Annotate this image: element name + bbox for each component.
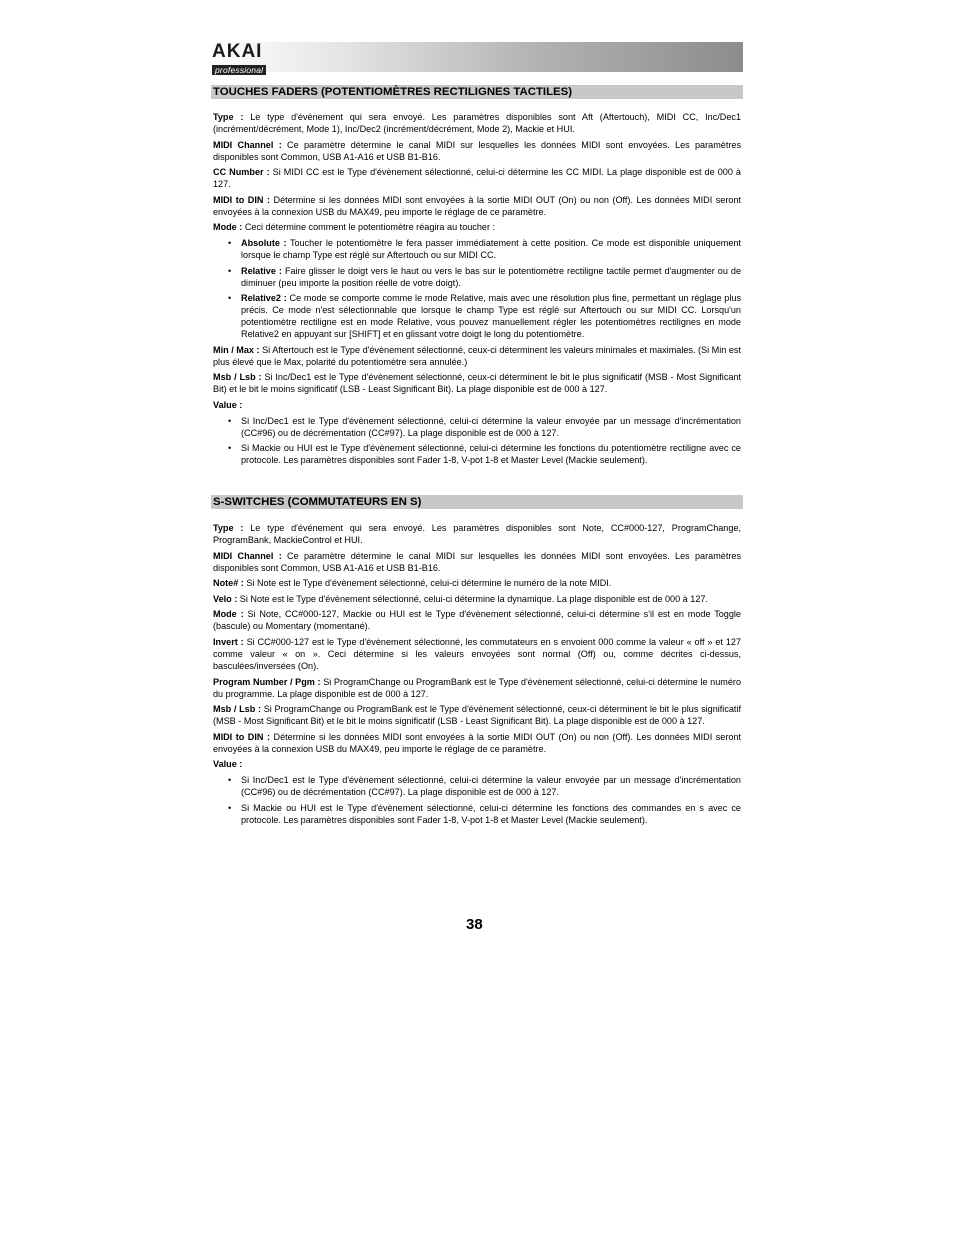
bullet-icon: • — [228, 443, 232, 454]
term-text: Faire glisser le doigt vers le haut ou vers le bas sur le potentiomètre rectiligne tactile permet d'augmenter ou de diminuer (peu importe la position réelle de votre doigt). — [241, 265, 742, 288]
term-label: Msb / Lsb : — [213, 372, 262, 383]
term-text: Si ProgramChange ou ProgramBank est le Type d'évènement sélectionné, celui-ci détermine le numéro du programme. La plage disponible est de 000 à 127. — [213, 676, 742, 699]
term-label: Value : — [213, 399, 243, 410]
term-label: Mode : — [213, 609, 244, 620]
paragraph-note — [213, 577, 741, 589]
paragraph-msb-lsb — [213, 371, 741, 395]
term-label: Msb / Lsb : — [213, 704, 262, 715]
page-number: 38 — [466, 916, 483, 933]
term-text: Si Note, CC#000-127, Mackie ou HUI est le Type d'évènement sélectionné, celui-ci détermine s'il est en mode Toggle (bascule) ou Momentary (momentané). — [213, 609, 741, 632]
paragraph-value — [213, 758, 741, 770]
term-text: Ce paramètre détermine le canal MIDI sur lesquelles les données MIDI sont envoyées. Les paramètres disponibles sont Common, USB A1-A16 et USB B1-B16. — [213, 550, 741, 573]
paragraph-program-number — [213, 676, 741, 700]
term-text: Détermine si les données MIDI sont envoyées à la sortie MIDI OUT (On) ou non (Off). Les données MIDI seront envoyées à la connexion USB du MAX49, peu importe le réglage de ce paramètre. — [213, 194, 741, 217]
term-label: MIDI Channel : — [213, 550, 282, 561]
paragraph-mode — [213, 608, 741, 632]
section-body-touch-faders — [213, 111, 741, 470]
term-label: Velo : — [213, 593, 238, 604]
list-item — [213, 802, 741, 826]
term-text: Si MIDI CC est le Type d'évènement sélectionné, celui-ci détermine les CC MIDI. La plage disponible est de 000 à 127. — [213, 167, 741, 190]
term-text: Si ProgramChange ou ProgramBank est le Type d'évènement sélectionné, ceux-ci déterminent le bit le plus significatif (MSB - Most Significant Bit) et le bit le moins significatif (LSB - Least Significant Bit). La plage disponible est de 000 à 127. — [213, 704, 741, 727]
section-heading-s-switches — [211, 495, 743, 509]
term-label: Relative2 : — [241, 293, 287, 304]
paragraph-cc-number — [213, 166, 741, 190]
term-text: Si Inc/Dec1 est le Type d'évènement sélectionné, ceux-ci déterminent le bit le plus significatif (MSB - Most Significant Bit) et le bit le moins significatif (LSB - Least Significant Bit). La plage disponible est de 000 à 127. — [213, 372, 742, 395]
paragraph-invert — [213, 636, 741, 672]
list-item — [213, 292, 741, 340]
paragraph-velo — [213, 593, 741, 605]
term-text: Le type d'événement qui sera envoyé. Les paramètres disponibles sont Aft (Aftertouch), MIDI CC, Inc/Dec1 (incrément/décrément, Mode 1), Inc/Dec2 (incrément/décrément, Mode 2), Mackie et HUI. — [213, 112, 742, 134]
term-label: Absolute : — [241, 237, 287, 248]
term-label: Note# : — [213, 578, 244, 589]
bullet-icon: • — [228, 415, 232, 426]
term-label: Mode : — [213, 222, 243, 233]
bullet-icon: • — [228, 237, 232, 248]
paragraph-midi-to-din — [213, 194, 741, 218]
term-label: MIDI to DIN : — [213, 731, 270, 742]
list-item — [213, 265, 741, 289]
term-text: Toucher le potentiomètre le fera passer immédiatement à cette position. Ce mode est disponible uniquement lorsque le champ Type est réglé sur Aftertouch ou sur MIDI CC. — [241, 237, 741, 260]
term-text: Si Mackie ou HUI est le Type d'évènement sélectionné, celui-ci détermine les fonctions du potentiomètre rectiligne avec ce protocole. Les paramètres disponibles sont Fader 1-8, V-pot 1-8 et Master Level (Mackie seulement). — [241, 443, 741, 466]
term-text: Ce paramètre détermine le canal MIDI sur lesquelles les données MIDI sont envoyées. Les paramètres disponibles sont Common, USB A1-A16 et USB B1-B16. — [213, 139, 741, 162]
term-text: Si Aftertouch est le Type d'évènement sélectionné, ceux-ci déterminent les valeurs minimales et maximales. (Si Min est plus élevé que le Max, polarité du potentiomètre sera annulée.) — [213, 344, 742, 367]
paragraph-midi-channel — [213, 550, 741, 574]
term-text: Ceci détermine comment le potentiomètre réagira au toucher : — [244, 222, 496, 233]
akai-professional-logo — [212, 41, 284, 75]
paragraph-midi-channel — [213, 139, 741, 163]
term-label: CC Number : — [213, 167, 270, 178]
term-label: Relative : — [241, 265, 282, 276]
term-text: Si Note est le Type d'évènement sélectionné, celui-ci détermine le numéro de la note MIDI. — [246, 578, 612, 589]
bullet-icon: • — [228, 774, 232, 785]
paragraph-type — [213, 522, 741, 546]
list-item — [213, 237, 741, 261]
logo-main-text: AKAI — [212, 41, 263, 62]
section-body-s-switches — [213, 522, 741, 829]
term-text: Si Inc/Dec1 est le Type d'évènement sélectionné, celui-ci détermine la valeur envoyée par un message d'incrémentation (CC#96) ou de décrémentation (CC#97). La plage disponible est de 000 à 127. — [241, 774, 741, 797]
term-text: Si Note est le Type d'évènement sélectionné, celui-ci détermine la dynamique. La plage disponible est de 000 à 127. — [239, 593, 708, 604]
paragraph-msb-lsb — [213, 703, 741, 727]
term-label: MIDI to DIN : — [213, 194, 270, 205]
logo-sub-text: professional — [212, 65, 266, 75]
paragraph-min-max — [213, 344, 741, 368]
paragraph-type — [213, 111, 741, 135]
term-text: Ce mode se comporte comme le mode Relative, mais avec une résolution plus fine, permettant un réglage plus précis. Ce mode n'est sélectionnable que lorsque le champ Type est réglé sur Aftertouch ou sur MIDI CC. Lorsqu'un potentiomètre rectiligne est en mode Relative, vous pouvez manuellement régler les potentiomètres rectilignes en mode Relative2 en appuyant sur [SHIFT] et en glissant votre doigt le long du potentiomètre. — [241, 293, 741, 340]
paragraph-midi-to-din — [213, 731, 741, 755]
term-label: MIDI Channel : — [213, 139, 282, 150]
bullet-icon: • — [228, 802, 232, 813]
paragraph-value — [213, 399, 741, 411]
section-heading-touch-faders — [211, 85, 743, 99]
section-title: TOUCHES FADERS (POTENTIOMÈTRES RECTILIGNES TACTILES) — [213, 86, 573, 98]
list-item — [213, 442, 741, 466]
term-label: Value : — [213, 759, 243, 770]
term-label: Program Number / Pgm : — [213, 676, 321, 687]
list-item — [213, 774, 741, 798]
mode-list — [213, 237, 741, 340]
bullet-icon: • — [228, 293, 232, 304]
term-text: Détermine si les données MIDI sont envoyées à la sortie MIDI OUT (On) ou non (Off). Les données MIDI seront envoyées à la connexion USB du MAX49, peu importe le réglage de ce paramètre. — [213, 731, 741, 754]
list-item — [213, 415, 741, 439]
paragraph-mode — [213, 221, 741, 233]
term-text: Si CC#000-127 est le Type d'évènement sélectionné, les commutateurs en s envoient 000 comme la valeur « off » et 127 comme valeur « on ». Ceci détermine si les valeurs envoyées sont normal (Off) ou, comme décrites ci-dessus, basculées/inversées (On). — [213, 636, 741, 671]
term-label: Min / Max : — [213, 344, 260, 355]
term-label: Type : — [213, 112, 244, 122]
header-bar — [211, 41, 743, 75]
bullet-icon: • — [228, 265, 232, 276]
term-label: Invert : — [213, 636, 244, 647]
section-title: S-SWITCHES (COMMUTATEURS EN S) — [213, 496, 422, 508]
value-list — [213, 415, 741, 467]
value-list — [213, 774, 741, 826]
term-text: Le type d'événement qui sera envoyé. Les paramètres disponibles sont Note, CC#000-127, ProgramChange, ProgramBank, MackieControl et HUI. — [213, 523, 742, 545]
term-text: Si Inc/Dec1 est le Type d'évènement sélectionné, celui-ci détermine la valeur envoyée par un message d'incrémentation (CC#96) ou de décrémentation (CC#97). La plage disponible est de 000 à 127. — [241, 415, 741, 438]
term-label: Type : — [213, 523, 244, 533]
term-text: Si Mackie ou HUI est le Type d'évènement sélectionné, celui-ci détermine les fonctions des commandes en s avec ce protocole. Les paramètres disponibles sont Fader 1-8, V-pot 1-8 et Master Level (Mackie seulement). — [241, 802, 741, 825]
